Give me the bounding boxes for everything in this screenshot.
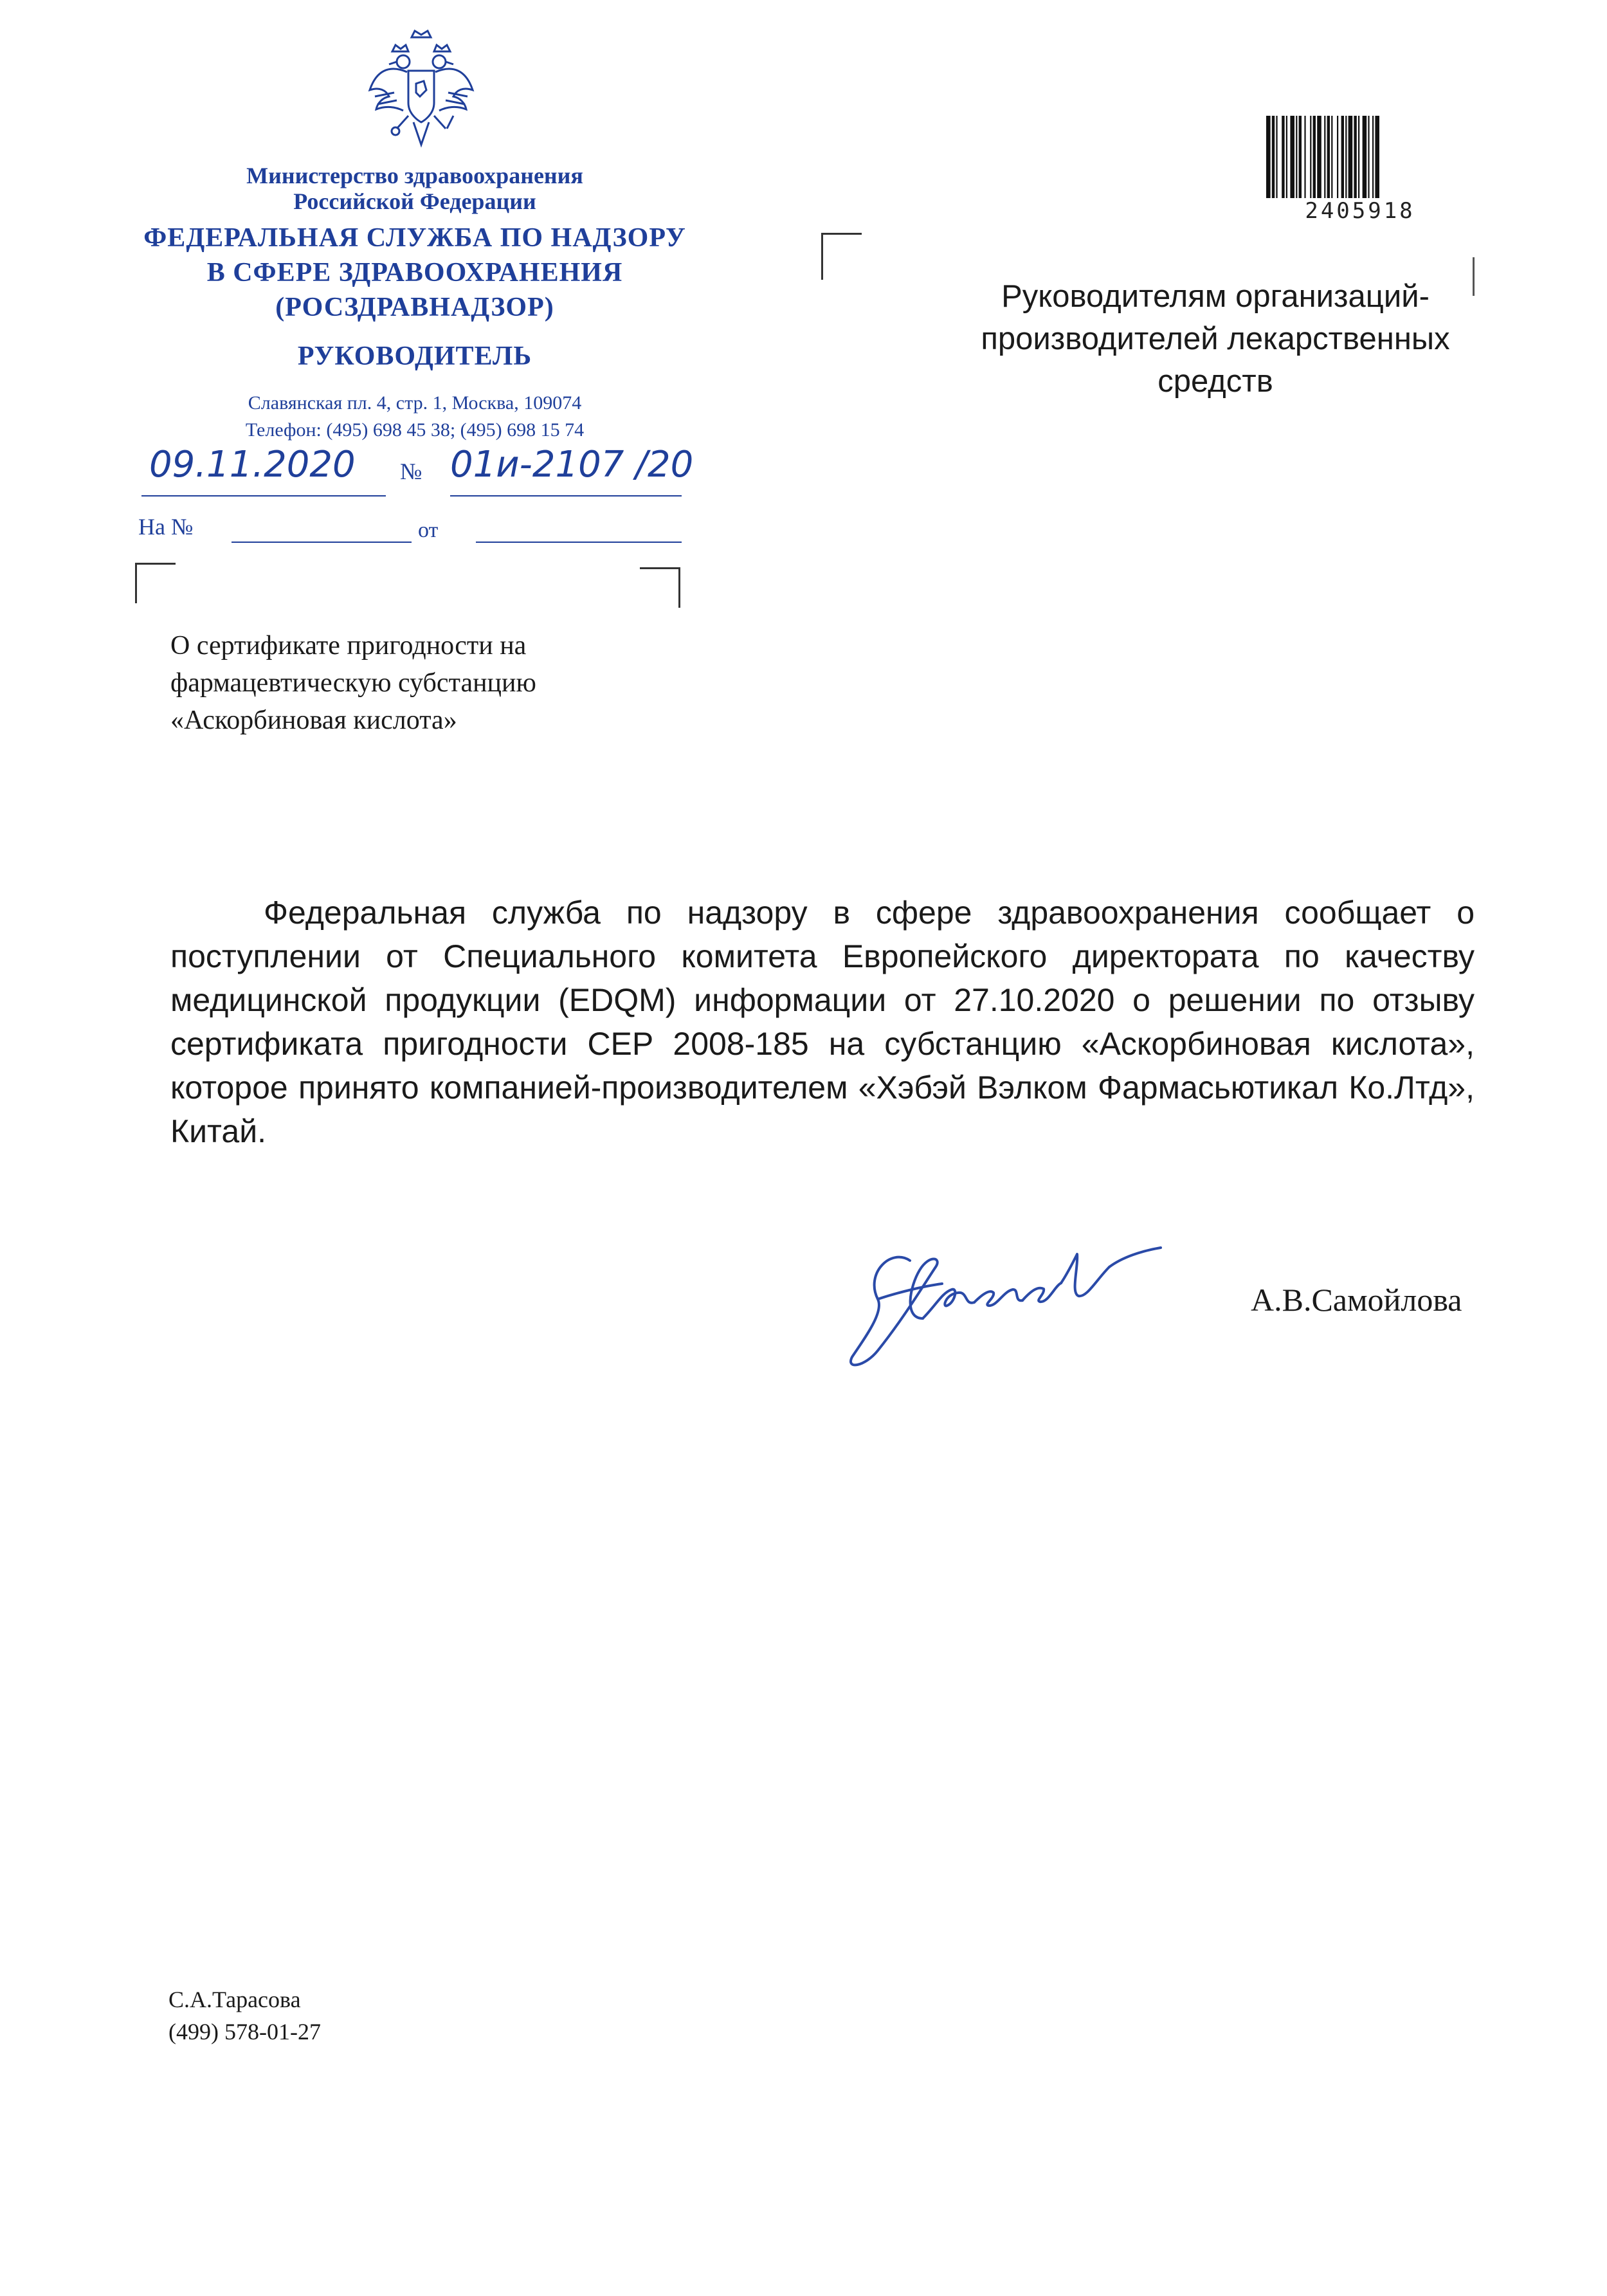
ministry-name-line1: Министерство здравоохранения bbox=[246, 163, 583, 188]
russian-coat-of-arms-icon bbox=[357, 26, 486, 154]
number-sign: № bbox=[400, 459, 422, 484]
service-name-line3: (РОСЗДРАВНАДЗОР) bbox=[275, 293, 554, 322]
barcode-bar bbox=[1272, 116, 1275, 198]
barcode-bar bbox=[1286, 116, 1287, 198]
executor-phone: (499) 578-01-27 bbox=[168, 2019, 321, 2045]
date-underline bbox=[141, 495, 386, 497]
reference-number-line bbox=[232, 542, 412, 543]
barcode-bar bbox=[1375, 116, 1379, 198]
body-paragraph: Федеральная служба по надзору в сфере здравоохранения сообщает о поступлении от Специального комитета Европейского директората по качеству медицинской продукции (EDQM) информации от 27.10.2020 о решении по отзыву сертификата пригодности CEP 2008-185 на субстанцию «Аскорбиновая кислота», которое принято компанией-производителем «Хэбэй Вэлком Фармасьютикал Ко.Лтд», Китай. bbox=[170, 895, 1475, 1149]
number-underline bbox=[450, 495, 682, 497]
addressee-corner-mark bbox=[821, 233, 862, 280]
service-name-line1: ФЕДЕРАЛЬНАЯ СЛУЖБА ПО НАДЗОРУ bbox=[143, 223, 686, 253]
reference-date-label: от bbox=[418, 518, 439, 542]
letterhead-phone: Телефон: (495) 698 45 38; (495) 698 15 74 bbox=[245, 419, 585, 441]
barcode bbox=[1264, 116, 1457, 198]
barcode-bar bbox=[1337, 116, 1338, 198]
subject-line1: О сертификате пригодности на bbox=[170, 631, 527, 661]
barcode-bar bbox=[1372, 116, 1374, 198]
barcode-bar bbox=[1310, 116, 1311, 198]
registration-date: 09.11.2020 bbox=[149, 444, 356, 486]
barcode-bar bbox=[1368, 116, 1369, 198]
subject-line2: фармацевтическую субстанцию bbox=[170, 668, 536, 698]
letterhead-address: Славянская пл. 4, стр. 1, Москва, 109074 bbox=[248, 392, 582, 414]
barcode-bar bbox=[1282, 116, 1284, 198]
addressee-line2: производителей лекарственных bbox=[981, 322, 1450, 356]
letterhead-title: РУКОВОДИТЕЛЬ bbox=[297, 342, 532, 371]
barcode-bar bbox=[1276, 116, 1277, 198]
barcode-bar bbox=[1299, 116, 1302, 198]
signer-name: А.В.Самойлова bbox=[1251, 1282, 1462, 1318]
addressee-block bbox=[932, 275, 1498, 403]
addressee-line3: средств bbox=[1158, 364, 1273, 399]
barcode-bar bbox=[1296, 116, 1297, 198]
handwritten-signature bbox=[839, 1222, 1174, 1376]
subject-block bbox=[170, 627, 536, 739]
subject-line3: «Аскорбиновая кислота» bbox=[170, 706, 457, 735]
barcode-bar bbox=[1363, 116, 1367, 198]
barcode-bar bbox=[1345, 116, 1347, 198]
service-name-line2: В СФЕРЕ ЗДРАВООХРАНЕНИЯ bbox=[206, 258, 623, 287]
barcode-bar bbox=[1313, 116, 1316, 198]
subject-corner-left bbox=[135, 563, 176, 603]
barcode-bar bbox=[1341, 116, 1344, 198]
barcode-number: 2405918 bbox=[1305, 198, 1415, 224]
barcode-bar bbox=[1324, 116, 1325, 198]
barcode-bar bbox=[1266, 116, 1271, 198]
barcode-bar bbox=[1354, 116, 1356, 198]
barcode-bar bbox=[1327, 116, 1330, 198]
executor-name: С.А.Тарасова bbox=[168, 1987, 301, 2012]
barcode-bar bbox=[1290, 116, 1294, 198]
addressee-line1: Руководителям организаций- bbox=[1001, 279, 1430, 314]
barcode-bar bbox=[1348, 116, 1353, 198]
subject-corner-right bbox=[640, 567, 680, 608]
barcode-bar bbox=[1358, 116, 1359, 198]
ministry-name-line2: Российской Федерации bbox=[293, 188, 536, 214]
registration-number: 01и-2107 /20 bbox=[450, 444, 694, 486]
barcode-bar bbox=[1317, 116, 1321, 198]
barcode-bar bbox=[1331, 116, 1332, 198]
barcode-bar bbox=[1304, 116, 1305, 198]
reference-date-line bbox=[476, 542, 682, 543]
reference-number-label: На № bbox=[138, 514, 194, 540]
